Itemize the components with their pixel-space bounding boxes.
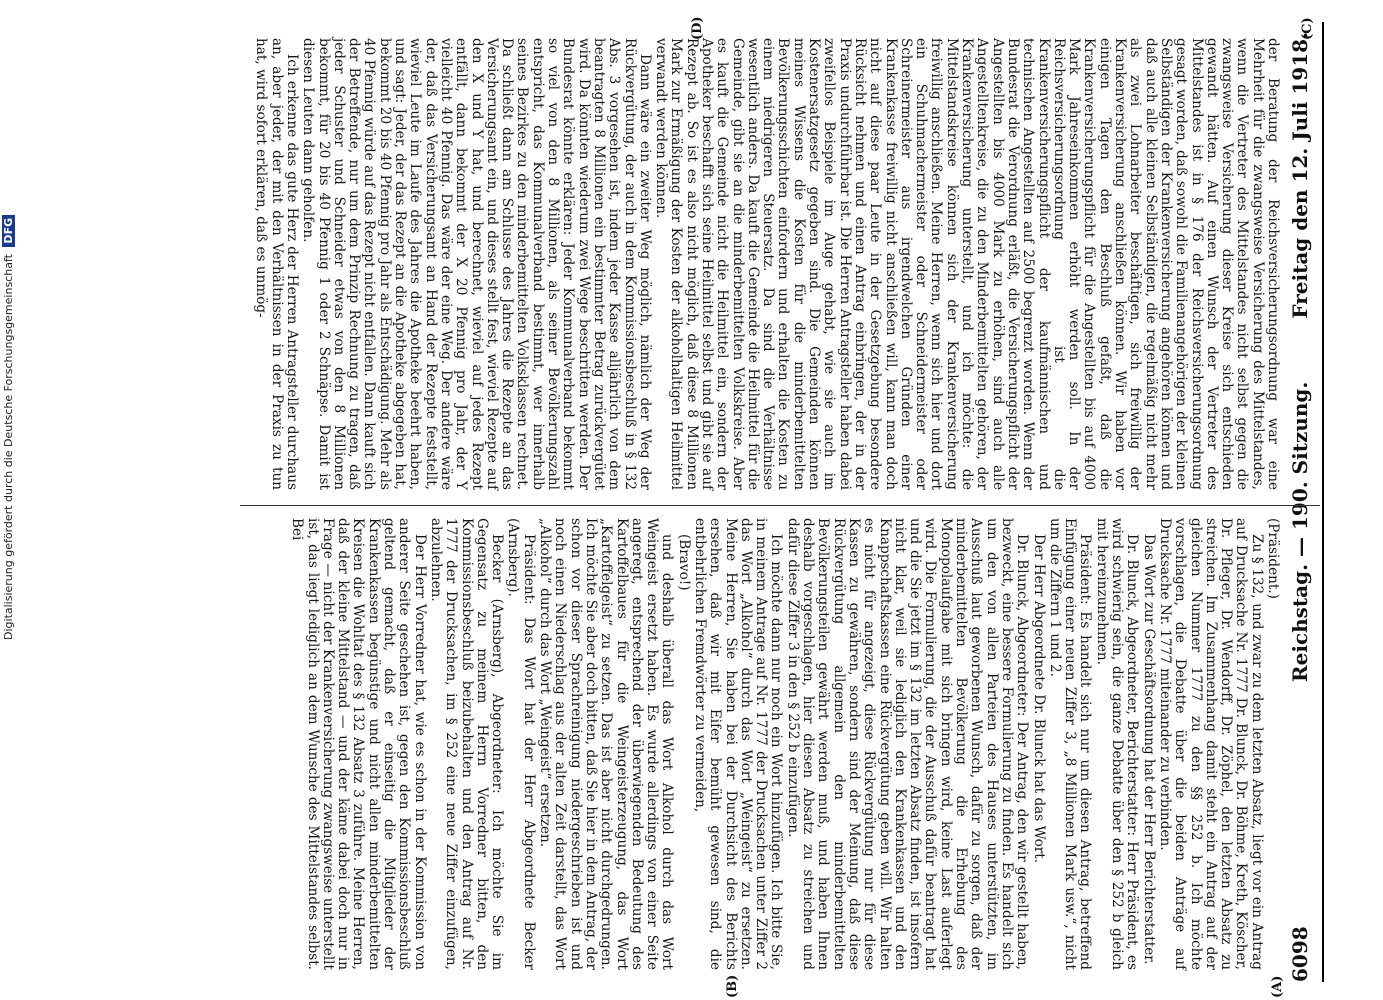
dfg-logo: DFG <box>2 215 15 247</box>
running-title: Reichstag. — 190. Sitzung. <box>1288 381 1312 682</box>
right-column <box>0 38 1280 490</box>
paragraph: Präsident: Es handelt sich nur um diesen Antrag, betreffend Einfügung einer neuen Ziffer 3, „8 Millionen Mark usw.“, nicht um die Ziffern 1 und 2. <box>1046 518 1094 970</box>
paragraph: Der Herr Vorredner hat, wie es schon in der Kommission von anderer Seite geschehen ist, gegen den Kommissionsbeschluß geltend gemacht, daß er einseitig die Mitglieder der Krankenkassen begünstige und nicht allen minderbemittelten Kreisen die Wohltat des § 132 Absatz 3 zuführe. Meine Herren, daß der kleine Mittelstand — und der käme dabei doch nur in Frage — nicht der Krankenversicherung zwangsweise unterstellt ist, das liegt lediglich an dem Wunsche des Mittelstandes selbst. Bei <box>289 518 428 970</box>
paragraph: Dr. Blunck, Abgeordneter, Berichterstatter: Herr Präsident, es wird schwierig sein, die ganze Debatte über den § 252 b gleich mit hereinzunehmen. <box>1093 518 1141 970</box>
dfg-footer-text: Digitalisierung gefördert durch die Deutsche Forschungsgemeinschaft <box>2 254 15 640</box>
dfg-footer <box>2 215 15 640</box>
margin-mark-b: (B) <box>725 974 740 998</box>
paragraph: der Beratung der Reichsversicherungsordnung war eine Mehrheit für die zwangsweise Versicherung des Mittelstandes, wenn die Vertreter des Mittelstandes nicht selbst gegen die zwangsweise Versicherung dieser Kreise sich entschieden gewandt hätten. Auf einen Wunsch der Vertreter des Mittelstandes ist in § 176 der Reichsversicherungsordnung gesagt worden, daß sowohl die Familienangehörigen der kleinen Selbständigen der Krankenversicherung angehören können und daß auch alle kleinen Selbständigen, die regelmäßig nicht mehr als zwei Lohnarbeiter beschäftigen, sich freiwillig der Krankenversicherung anschließen können. Wir haben vor einigen Tagen den Beschluß gefaßt, daß die Krankenversicherungspflicht für die Angestellten bis auf 4000 Mark Jahreseinkommen erhöht werden soll. In der Reichsversicherungsordnung ist die Krankenversicherungspflicht der kaufmännischen und technischen Angestellten auf 2500 begrenzt worden. Wenn der Bundesrat die Verordnung erläßt, die Versicherungspflicht der Angestellten bis 4000 Mark zu erhöhen, sind auch alle Angestelltenkreise, die zu den Minderbemittelten gehören, der Krankenversicherung unterstellt, und ich möchte: die Mittelstandskreise können sich der Krankenversicherung freiwillig anschließen. Meine Herren, wenn sich hier und dort ein Schuhmachermeister oder Schneidermeister oder Schreinermeister aus irgendwelchen Gründen einer Krankenkasse freiwillig nicht anschließen will, kann man doch nicht auf diese paar Leute in der Gesetzgebung besondere Rücksicht nehmen und einen Antrag einbringen, der in der Praxis undurchführbar ist. Die Herren Antragsteller haben dabei zweifellos Beispiele im Auge gehabt, wie sie auch im Kostenersatzgesetz gegeben sind. Die Gemeinden können meines Wissens die Kosten für die minderbemittelten Bevölkerungsschichten einfordern und erhalten die Kosten zu einem niedrigeren Steuersatz. Da sind die Verhältnisse wesentlich anders. Da kauft die Gemeinde die Heilmittel für die Gemeinde, gibt sie an die minderbemittelten Volkskreise. Aber es kauft die Gemeinde nicht die Heilmittel ein, sondern der Apotheker beschafft sich seine Heilmittel selbst und gibt sie auf Rezept ab. So ist es also nicht möglich, daß diese 8 Millionen Mark zur Ermäßigung der Kosten der alkoholhaltigen Heilmittel verwandt werden können. <box>653 38 1281 490</box>
paragraph: Ich möchte dann nur noch ein Wort hinzufügen. Ich bitte Sie, in meinem Antrage auf Nr. 1777 der Drucksachen unter Ziffer 2 das Wort „Alkohol“ durch das Wort „Weingeist“ zu ersetzen. Meine Herren, Sie haben bei der Durchsicht des Berichts ersehen, daß wir mit Eifer bemüht gewesen sind, die entbehrlichen Fremdwörter zu vermeiden, <box>692 518 785 970</box>
page-number: 6098 <box>1288 926 1312 982</box>
paragraph: Das Wort zur Geschäftsordnung hat der Herr Berichterstatter. <box>1140 534 1157 965</box>
paragraph: Ich erkenne das gute Herz der Herren Antragsteller durchaus an, aber jeder, der mit den Verhältnissen in der Praxis zu tun hat, wird sofort erklären, daß es unmög- <box>253 38 300 490</box>
paragraph: Dr. Blunck, Abgeordneter: Der Antrag, den wir gestellt haben, bezweckt, eine bessere Formulierung zu finden. Es handelt sich um den von allen Parteien des Hauses unterstützten, im Ausschuß laut geworbenen Wunsch, dafür zu sorgen, daß der minderbemittelten Bevölkerung die Erhebung des Monopolaufgabe mit sich bringen wird, keine Last auferlegt wird. Die Formulierung, die der Ausschuß dafür beantragt hat und die Sie jetzt im § 132 im letzten Absatz finden, ist insofern nicht klar, weil sie lediglich den Krankenkassen und den Knappschaftskassen eine Rückvergütung geben will. Wir halten es nicht für angezeigt, diese Rückvergütung nur für diese Kassen zu gewähren, sondern sind der Meinung, daß diese Rückvergütung allgemein den minderbemittelten Bevölkerungsteilen gewährt werden muß, und haben Ihnen deshalb vorgeschlagen, hier diesen Absatz zu streichen und dafür diese Ziffer 3 in den § 252 b einzufügen. <box>784 518 1031 970</box>
paragraph: Der Herr Abgeordnete Dr. Blunck hat das Wort. <box>1030 534 1047 864</box>
header-rule <box>1322 22 1324 982</box>
left-column <box>0 518 1280 970</box>
session-date: Freitag den 12. Juli 1918. <box>1288 32 1312 319</box>
margin-mark-d: (D) <box>690 16 705 40</box>
paragraph: (Präsident.) <box>1265 518 1281 599</box>
paragraph: Dann wäre ein zweiter Weg möglich, nämlich der Weg der Rückvergütung, der auch in dem Kommissionsbeschluß in § 132 Abs. 3 vorgesehen ist, indem jeder Kasse alljährlich von dem beantragten 8 Millionen ein bestimmter Betrag zurückvergütet wird. Da könnten wiederum zwei Wege beschritten werden. Der Bundesrat könnte erklären: Jeder Kommunalverband bekommt so viel von den 8 Millionen, als seiner Bevölkerungszahl entspricht, das Kommunalverband bestimmt, wer innerhalb seines Bezirkes zu den minderbemittelten Volksklassen rechnet. Da schließt dann am Schlusse des Jahres die Rezepte an das Versicherungsamt ein, und dieses stellt fest, wieviel Rezepte auf den X und Y hat, und berechnet, wieviel auf jedes Rezept entfällt, dann bekommt der X 20 Pfennig pro Jahr, der Y vielleicht 40 Pfennig. Das wäre der eine Weg. Der andere wäre der, daß das Versicherungsamt an Hand der Rezepte feststellt, wieviel Leute im Laufe des Jahres die Apotheke beehrt haben, und sagt: Jeder, der das Rezept an die Apotheke abgegeben hat, bekommt 20 bis 40 Pfennig pro Jahr als Entschädigung. Mehr als 40 Pfennig würde auf das Rezept nicht entfallen. Dann kauft sich der Betreffende, nur um dem Prinzip Rechnung zu tragen, daß jeder Schuster und Schneider etwas von den 8 Millionen bekommt, für 20 bis 40 Pfennig 1 oder 2 Schnäpse. Damit ist diesen Leuten dann geholfen. <box>300 38 653 490</box>
paragraph: Zu § 132, und zwar zu dem letzten Absatz, liegt vor ein Antrag auf Drucksache Nr. 1777 Dr. Blunck, Dr. Böhme, Kreth, Köscher, Dr. Pfleger, Dr. Wendorff, Dr. Zöphel, den letzten Absatz zu streichen. Im Zusammenhang damit steht ein Antrag auf der gleichen Nummer 1777 zu den §§ 252 b. Ich möchte vorschlagen, die Debatte über die beiden Anträge auf Drucksache Nr. 1777 miteinander zu verbinden. <box>1156 518 1265 970</box>
margin-mark-a: (A) <box>1270 975 1285 998</box>
column-divider <box>240 505 1320 506</box>
paragraph: (Bravo!) <box>675 534 692 591</box>
margin-mark-c: (C) <box>1300 17 1315 40</box>
paragraph: Becker (Arnsberg), Abgeordneter: Ich möchte Sie im Gegensatz zu meinem Herrn Vorredner bitten, den Kommissionsbeschluß beizubehalten und den Antrag auf Nr. 1777 der Drucksachen, im § 252 eine neue Ziffer einzufügen, abzulehnen. <box>427 518 506 970</box>
page-header <box>1288 22 1318 982</box>
paragraph: Präsident: Das Wort hat der Herr Abgeordnete Becker (Arnsberg). <box>505 518 537 970</box>
paragraph: und deshalb überall das Wort Alkohol durch das Wort Weingeist ersetzt haben. Es wurde allerdings von einer Seite angeregt, entsprechend der überwiegenden Bedeutung des Kartoffelbaues für die Weingeisterzeugung, das Wort „Kartoffelgeist“ zu setzen. Das ist aber nicht durchgedrungen. Ich möchte Sie aber doch bitten, daß Sie hier in dem Antrag, der schon vor dieser Sprachreinigung niedergeschrieben ist und noch einen Niederschlag aus der alten Zeit darstellt, das Wort „Alkohol“ durch das Wort „Weingeist“ ersetzen. <box>537 518 676 970</box>
